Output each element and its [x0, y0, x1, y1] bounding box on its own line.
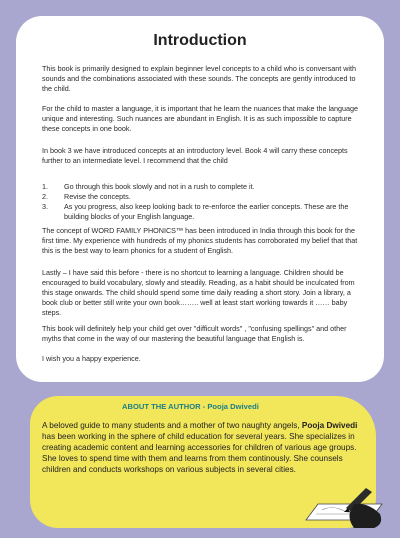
author-bio-text: has been working in the sphere of child education for several years. She specializes in creating academic content and learning accessories for children of various age groups. She loves to spend time with them and learns from them continously. She counsels children and conducts workshops on various subjects in several cities. — [42, 432, 357, 474]
list-item — [42, 182, 360, 192]
list-item — [42, 192, 360, 202]
list-number: 3. — [42, 202, 48, 211]
author-heading: ABOUT THE AUTHOR - Pooja Dwivedi — [122, 402, 259, 411]
author-intro: A beloved guide to many students and a mother of two naughty angels, — [42, 421, 300, 430]
recommendation-list — [42, 182, 360, 222]
intro-paragraph-4: The concept of WORD FAMILY PHONICS™ has been introduced in India through this book for the first time. My experience with hundreds of my phonics students has corroborated my belief that that this is the best way to learn phonics for a student of English. — [42, 226, 358, 255]
intro-paragraph-3: In book 3 we have introduced concepts at an introductory level. Book 4 will carry these concepts further to an intermediate level. I recommend that the child — [42, 146, 348, 165]
list-number: 1. — [42, 182, 48, 191]
intro-paragraph-1: This book is primarily designed to explain beginner level concepts to a child who is conversant with sounds and the combinations associated with these sounds. The concepts are gently introduced to the child. — [42, 64, 357, 93]
hand-writing-icon — [288, 484, 388, 528]
intro-paragraph-7: I wish you a happy experience. — [42, 354, 141, 363]
author-name: Pooja Dwivedi — [301, 421, 358, 430]
intro-paragraph-2: For the child to master a language, it is important that he learn the nuances that make the language unique and interesting. Such nuances are abundant in English. It is as such impossible to capture these concepts in one book. — [42, 104, 359, 133]
list-item — [42, 202, 360, 222]
list-text: Go through this book slowly and not in a rush to complete it. — [64, 182, 255, 191]
list-text: As you progress, also keep looking back to re-enforce the earlier concepts. These are the building blocks of your English language. — [64, 202, 349, 221]
intro-paragraph-6: This book will definitely help your child get over "difficult words" , "confusing spellings" and other myths that come in the way of our mastering the beautiful language that English is. — [42, 324, 347, 343]
list-number: 2. — [42, 192, 48, 201]
intro-paragraph-5: Lastly – I have said this before - there is no shortcut to learning a language. Children should be encouraged to build vocabulary, slowly and steadily. Reading, as a habit should be inculcated from this stage onwards. The child should spend some time daily reading a short story. Join a library, a book club or better still write your own book…….. well at least start working towards it …… baby steps. — [42, 268, 355, 317]
list-text: Revise the concepts. — [64, 192, 131, 201]
page-title: Introduction — [153, 32, 247, 49]
author-bio — [42, 420, 360, 475]
